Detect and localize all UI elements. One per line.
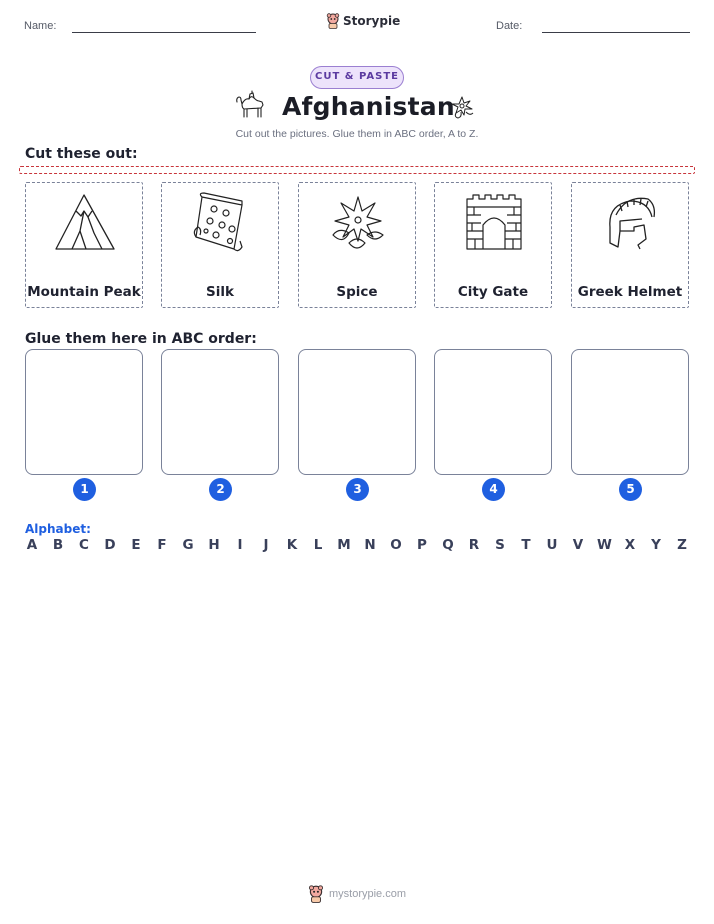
glue-box-5[interactable] <box>571 349 689 475</box>
alphabet-letter: E <box>131 537 141 553</box>
alphabet-letter: O <box>390 537 402 553</box>
instructions: Cut out the pictures. Glue them in ABC order, A to Z. <box>235 128 479 140</box>
slot-number: 3 <box>346 478 369 501</box>
date-line[interactable] <box>542 32 690 33</box>
alphabet-letter: L <box>313 537 323 553</box>
name-label: Name: <box>24 20 57 32</box>
alphabet-letter: J <box>263 537 269 553</box>
camel-icon <box>234 90 270 120</box>
alphabet-letter: N <box>364 537 376 553</box>
cut-section-heading: Cut these out: <box>25 146 138 162</box>
alphabet-letter: R <box>468 537 480 553</box>
alphabet-label: Alphabet: <box>25 522 91 536</box>
glue-box-4[interactable] <box>434 349 552 475</box>
cut-card-mountain-peak[interactable] <box>25 182 143 308</box>
alphabet-letter: F <box>157 537 167 553</box>
alphabet-letter: Y <box>651 537 661 553</box>
greek-helmet-icon <box>596 191 666 257</box>
page-title: Afghanistan <box>282 92 455 121</box>
star-anise-icon <box>323 191 393 257</box>
glue-section-heading: Glue them here in ABC order: <box>25 331 257 347</box>
slot-number: 2 <box>209 478 232 501</box>
alphabet-letter: D <box>104 537 116 553</box>
glue-box-2[interactable] <box>161 349 279 475</box>
cut-paste-badge: CUT & PASTE <box>310 66 404 89</box>
alphabet-letter: T <box>521 537 531 553</box>
glue-box-3[interactable] <box>298 349 416 475</box>
cut-line <box>19 166 695 174</box>
slot-number: 5 <box>619 478 642 501</box>
slot-number: 1 <box>73 478 96 501</box>
card-label: Greek Helmet <box>577 284 683 300</box>
cut-card-city-gate[interactable] <box>434 182 552 308</box>
alphabet-row <box>25 537 689 553</box>
alphabet-letter: C <box>79 537 89 553</box>
alphabet-letter: H <box>208 537 220 553</box>
brand-name: Storypie <box>343 14 401 28</box>
cut-card-greek-helmet[interactable] <box>571 182 689 308</box>
mountain-icon <box>50 191 120 257</box>
alphabet-letter: A <box>26 537 38 553</box>
alphabet-letter: I <box>237 537 243 553</box>
card-label: City Gate <box>457 284 529 300</box>
alphabet-letter: Q <box>442 537 454 553</box>
alphabet-letter: U <box>546 537 558 553</box>
name-line[interactable] <box>72 32 256 33</box>
alphabet-letter: W <box>597 537 612 553</box>
glue-box-1[interactable] <box>25 349 143 475</box>
cut-card-spice[interactable] <box>298 182 416 308</box>
alphabet-letter: S <box>495 537 505 553</box>
alphabet-letter: B <box>52 537 64 553</box>
slot-number: 4 <box>482 478 505 501</box>
alphabet-letter: M <box>337 537 351 553</box>
alphabet-letter: P <box>417 537 427 553</box>
alphabet-letter: K <box>286 537 298 553</box>
card-label: Mountain Peak <box>27 284 141 300</box>
footer-url[interactable]: mystorypie.com <box>329 888 407 900</box>
footer <box>308 885 406 903</box>
alphabet-letter: Z <box>677 537 687 553</box>
city-gate-icon <box>459 191 529 257</box>
date-label: Date: <box>496 20 523 32</box>
saffron-flower-icon <box>448 94 476 120</box>
alphabet-letter: V <box>572 537 584 553</box>
card-label: Silk <box>206 284 234 300</box>
cut-card-silk[interactable] <box>161 182 279 308</box>
storypie-mascot-icon <box>326 13 340 29</box>
storypie-mascot-icon <box>308 885 324 903</box>
brand-logo <box>326 13 400 29</box>
card-label: Spice <box>336 284 378 300</box>
alphabet-letter: G <box>182 537 194 553</box>
silk-roll-icon <box>186 191 256 257</box>
alphabet-letter: X <box>624 537 636 553</box>
